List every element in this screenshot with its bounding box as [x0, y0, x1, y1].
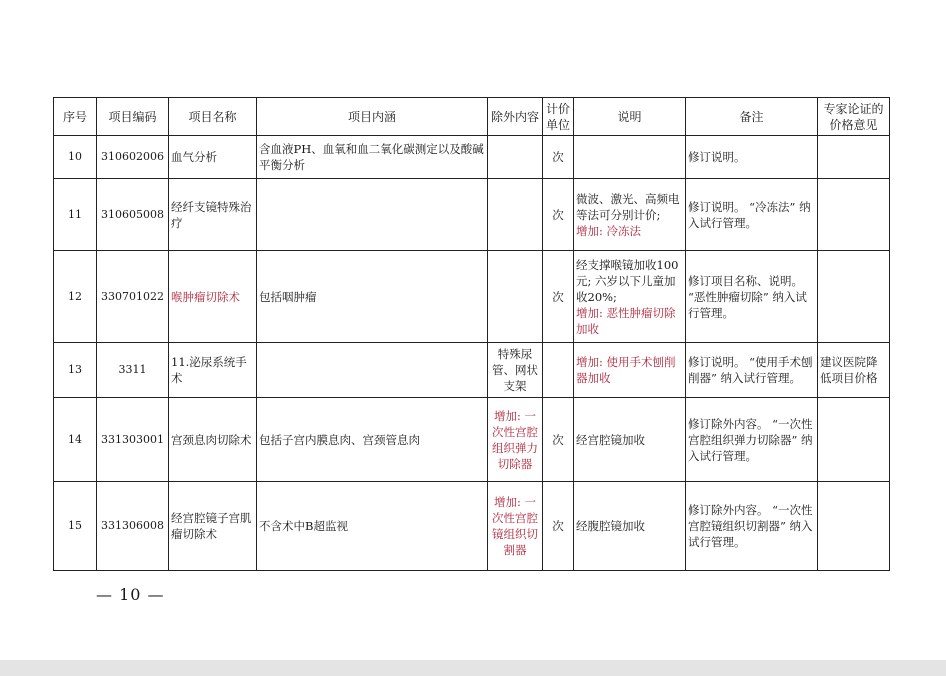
row-name: 经纤支镜特殊治疗 — [169, 179, 257, 251]
header-expert: 专家论证的价格意见 — [818, 98, 890, 136]
row-expert: 建议医院降低项目价格 — [818, 343, 890, 398]
table-row — [54, 398, 890, 482]
row-expert — [818, 251, 890, 343]
row-no: 11 — [54, 179, 97, 251]
header-unit: 计价单位 — [543, 98, 574, 136]
row-content: 含血液PH、血氧和血二氧化碳测定以及酸碱平衡分析 — [257, 136, 488, 179]
note-line-added: 增加: 使用手术刨削器加收 — [576, 355, 676, 385]
row-unit — [543, 343, 574, 398]
row-exclusion — [488, 251, 543, 343]
header-row — [54, 98, 890, 136]
row-remark: 修订项目名称、说明。 “恶性肿瘤切除” 纳入试行管理。 — [686, 251, 818, 343]
row-note — [574, 343, 686, 398]
row-unit: 次 — [543, 398, 574, 482]
header-note: 说明 — [574, 98, 686, 136]
header-remark: 备注 — [686, 98, 818, 136]
row-exclusion — [488, 179, 543, 251]
header-exclusion: 除外内容 — [488, 98, 543, 136]
note-line: 微波、激光、高频电等法可分别计价; — [576, 191, 680, 222]
note-line: 经宫腔镜加收 — [576, 432, 645, 447]
header-name: 项目名称 — [169, 98, 257, 136]
row-expert — [818, 136, 890, 179]
row-remark: 修订除外内容。 “一次性宫腔镜组织切割器” 纳入试行管理。 — [686, 482, 818, 571]
note-line-added: 增加: 恶性肿瘤切除加收 — [576, 305, 676, 336]
row-no: 12 — [54, 251, 97, 343]
row-code: 331303001 — [97, 398, 169, 482]
row-no: 15 — [54, 482, 97, 571]
row-content: 包括咽肿瘤 — [257, 251, 488, 343]
row-note — [574, 251, 686, 343]
table-row — [54, 343, 890, 398]
table-row — [54, 179, 890, 251]
row-unit: 次 — [543, 482, 574, 571]
row-remark: 修订说明。 — [686, 136, 818, 179]
page-number: — 10 — — [96, 585, 165, 604]
row-expert — [818, 179, 890, 251]
row-content: 不含术中B超监视 — [257, 482, 488, 571]
row-exclusion: 增加: 一次性宫腔镜组织切割器 — [488, 482, 543, 571]
note-line: 经支撑喉镜加收100元; 六岁以下儿童加收20%; — [576, 257, 679, 304]
row-note — [574, 179, 686, 251]
note-line: 经腹腔镜加收 — [576, 519, 645, 533]
row-exclusion: 增加: 一次性宫腔组织弹力切除器 — [488, 398, 543, 482]
row-name: 喉肿瘤切除术 — [169, 251, 257, 343]
row-note — [574, 398, 686, 482]
row-expert — [818, 482, 890, 571]
row-unit: 次 — [543, 179, 574, 251]
row-expert — [818, 398, 890, 482]
row-name: 宫颈息肉切除术 — [169, 398, 257, 482]
row-remark: 修订说明。 “使用手术刨削器” 纳入试行管理。 — [686, 343, 818, 398]
row-no: 14 — [54, 398, 97, 482]
row-code: 310605008 — [97, 179, 169, 251]
row-exclusion — [488, 136, 543, 179]
header-no: 序号 — [54, 98, 97, 136]
row-unit: 次 — [543, 136, 574, 179]
note-line-added: 增加: 冷冻法 — [576, 223, 642, 238]
row-no: 13 — [54, 343, 97, 398]
row-exclusion: 特殊尿管、网状支架 — [488, 343, 543, 398]
fee-table — [53, 97, 890, 571]
row-no: 10 — [54, 136, 97, 179]
row-code: 3311 — [97, 343, 169, 398]
header-code: 项目编码 — [97, 98, 169, 136]
row-name: 11.泌尿系统手术 — [169, 343, 257, 398]
row-content — [257, 343, 488, 398]
row-content: 包括子宫内膜息肉、宫颈管息肉 — [257, 398, 488, 482]
row-note — [574, 482, 686, 571]
row-content — [257, 179, 488, 251]
header-content: 项目内涵 — [257, 98, 488, 136]
row-remark: 修订除外内容。 “一次性宫腔组织弹力切除器” 纳入试行管理。 — [686, 398, 818, 482]
table-row — [54, 251, 890, 343]
viewer-bottom-strip — [0, 660, 946, 676]
row-name: 血气分析 — [169, 136, 257, 179]
table-row — [54, 482, 890, 571]
table-row — [54, 136, 890, 179]
row-code: 330701022 — [97, 251, 169, 343]
row-note — [574, 136, 686, 179]
row-unit: 次 — [543, 251, 574, 343]
row-remark: 修订说明。 “冷冻法” 纳入试行管理。 — [686, 179, 818, 251]
row-code: 310602006 — [97, 136, 169, 179]
row-name: 经宫腔镜子宫肌瘤切除术 — [169, 482, 257, 571]
row-code: 331306008 — [97, 482, 169, 571]
